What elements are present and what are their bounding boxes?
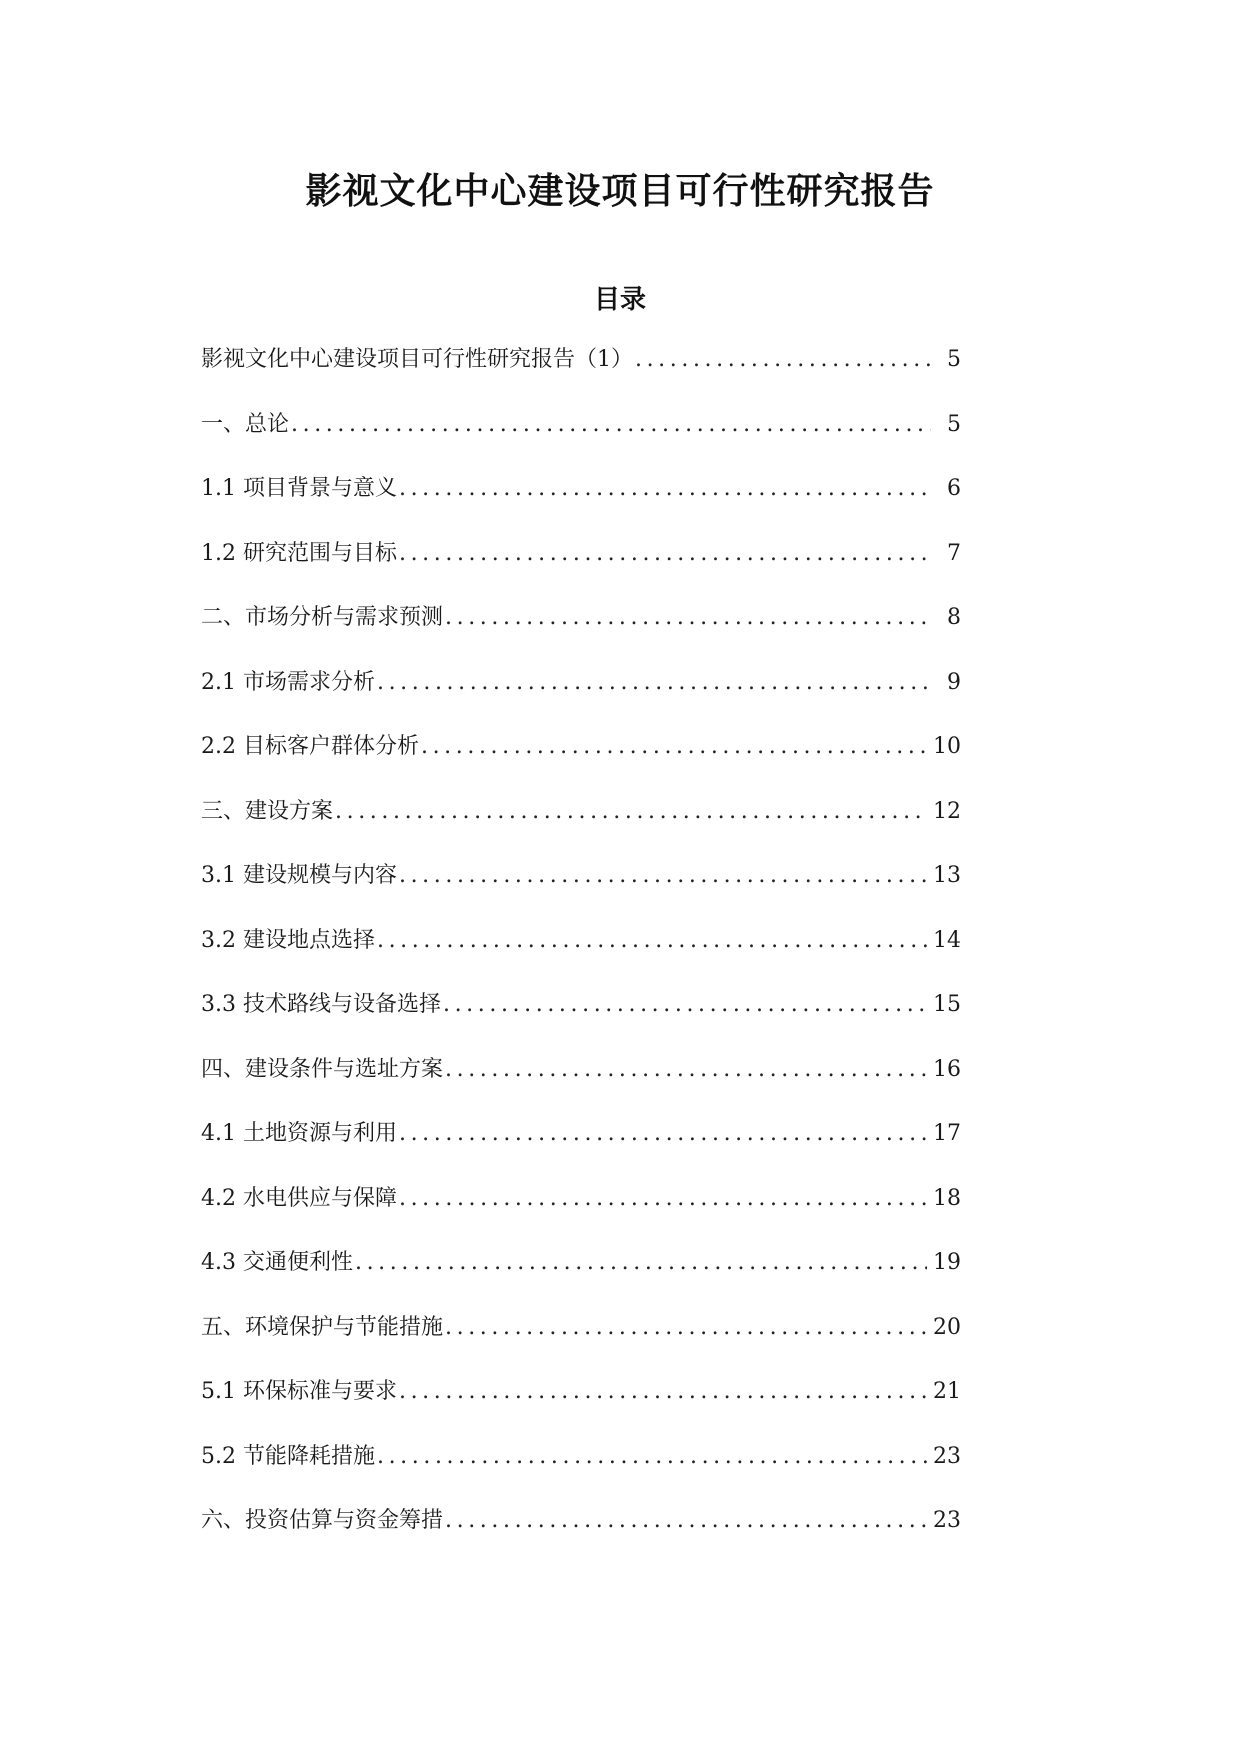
toc-entry[interactable] [201,990,961,1055]
toc-dot-leader [421,732,927,762]
toc-entry[interactable] [201,345,961,410]
toc-entry-page-number: 9 [947,669,961,695]
toc-dot-leader [355,1248,927,1278]
toc-entry-page-number: 21 [933,1379,961,1404]
toc-entry-label: 5.1 环保标准与要求 [201,1379,397,1404]
toc-dot-leader [399,1119,927,1149]
toc-entry[interactable] [201,926,961,991]
toc-entry-page-number: 19 [933,1250,961,1275]
toc-entry[interactable] [201,603,961,668]
toc-entry[interactable] [201,539,961,604]
document-title: 影视文化中心建设项目可行性研究报告 [305,171,935,212]
toc-entry-label: 3.2 建设地点选择 [201,927,375,953]
toc-entry-label: 4.2 水电供应与保障 [201,1185,397,1211]
toc-entry[interactable] [201,1377,961,1442]
toc-entry-label: 3.1 建设规模与内容 [201,863,397,888]
toc-entry-label: 5.2 节能降耗措施 [201,1443,375,1469]
toc-dot-leader [335,797,927,827]
toc-entry[interactable] [201,1119,961,1184]
toc-dot-leader [399,1377,927,1407]
toc-entry-page-number: 13 [933,863,961,888]
toc-entry-page-number: 5 [947,411,961,437]
toc-entry[interactable] [201,1442,961,1507]
toc-dot-leader [399,861,927,891]
toc-entry[interactable] [201,1184,961,1249]
toc-entry-label: 六、投资估算与资金筹措 [201,1508,444,1533]
toc-entry-label: 2.2 目标客户群体分析 [201,734,419,759]
toc-dot-leader [445,603,931,633]
toc-entry[interactable] [201,861,961,926]
toc-dot-leader [377,668,931,698]
toc-dot-leader [445,1506,927,1536]
toc-entry-label: 4.1 土地资源与利用 [201,1121,397,1146]
toc-entry-label: 1.1 项目背景与意义 [201,476,397,501]
toc-dot-leader [399,474,931,504]
toc-dot-leader [399,539,931,569]
toc-entry-page-number: 17 [933,1121,961,1146]
toc-entry-page-number: 6 [947,476,961,501]
toc-entry-page-number: 10 [933,734,961,759]
toc-entry[interactable] [201,474,961,539]
toc-entry-label: 五、环境保护与节能措施 [201,1314,444,1340]
toc-dot-leader [399,1184,927,1214]
toc-entry-page-number: 23 [933,1508,961,1533]
toc-entry-label: 4.3 交通便利性 [201,1250,353,1275]
toc-entry-page-number: 16 [933,1056,961,1082]
toc-entry-label: 3.3 技术路线与设备选择 [201,992,441,1017]
toc-entry[interactable] [201,1506,961,1571]
toc-dot-leader [291,410,931,440]
toc-entry[interactable] [201,1248,961,1313]
toc-entry[interactable] [201,1313,961,1378]
toc-entry-page-number: 14 [933,927,961,953]
toc-heading: 目录 [593,285,646,315]
toc-entry-label: 1.2 研究范围与目标 [201,540,397,566]
toc-entry-page-number: 5 [947,347,961,372]
table-of-contents [201,345,961,1571]
toc-entry[interactable] [201,668,961,733]
toc-dot-leader [635,345,931,375]
toc-entry[interactable] [201,797,961,862]
toc-entry-page-number: 15 [933,992,961,1017]
toc-entry-label: 影视文化中心建设项目可行性研究报告（1） [201,347,633,372]
toc-entry[interactable] [201,1055,961,1120]
toc-entry-page-number: 8 [947,605,961,630]
toc-entry-label: 一、总论 [201,411,290,437]
toc-entry[interactable] [201,732,961,797]
toc-entry-page-number: 20 [933,1314,961,1340]
toc-entry[interactable] [201,410,961,475]
toc-dot-leader [377,926,927,956]
toc-entry-page-number: 7 [947,540,961,566]
toc-entry-label: 四、建设条件与选址方案 [201,1056,444,1082]
toc-dot-leader [445,1313,927,1343]
toc-dot-leader [445,1055,927,1085]
toc-entry-label: 2.1 市场需求分析 [201,669,375,695]
toc-entry-page-number: 12 [933,798,961,824]
toc-dot-leader [377,1442,927,1472]
toc-entry-label: 二、市场分析与需求预测 [201,605,444,630]
toc-entry-label: 三、建设方案 [201,798,334,824]
toc-entry-page-number: 23 [933,1443,961,1469]
toc-entry-page-number: 18 [933,1185,961,1211]
toc-dot-leader [443,990,927,1020]
